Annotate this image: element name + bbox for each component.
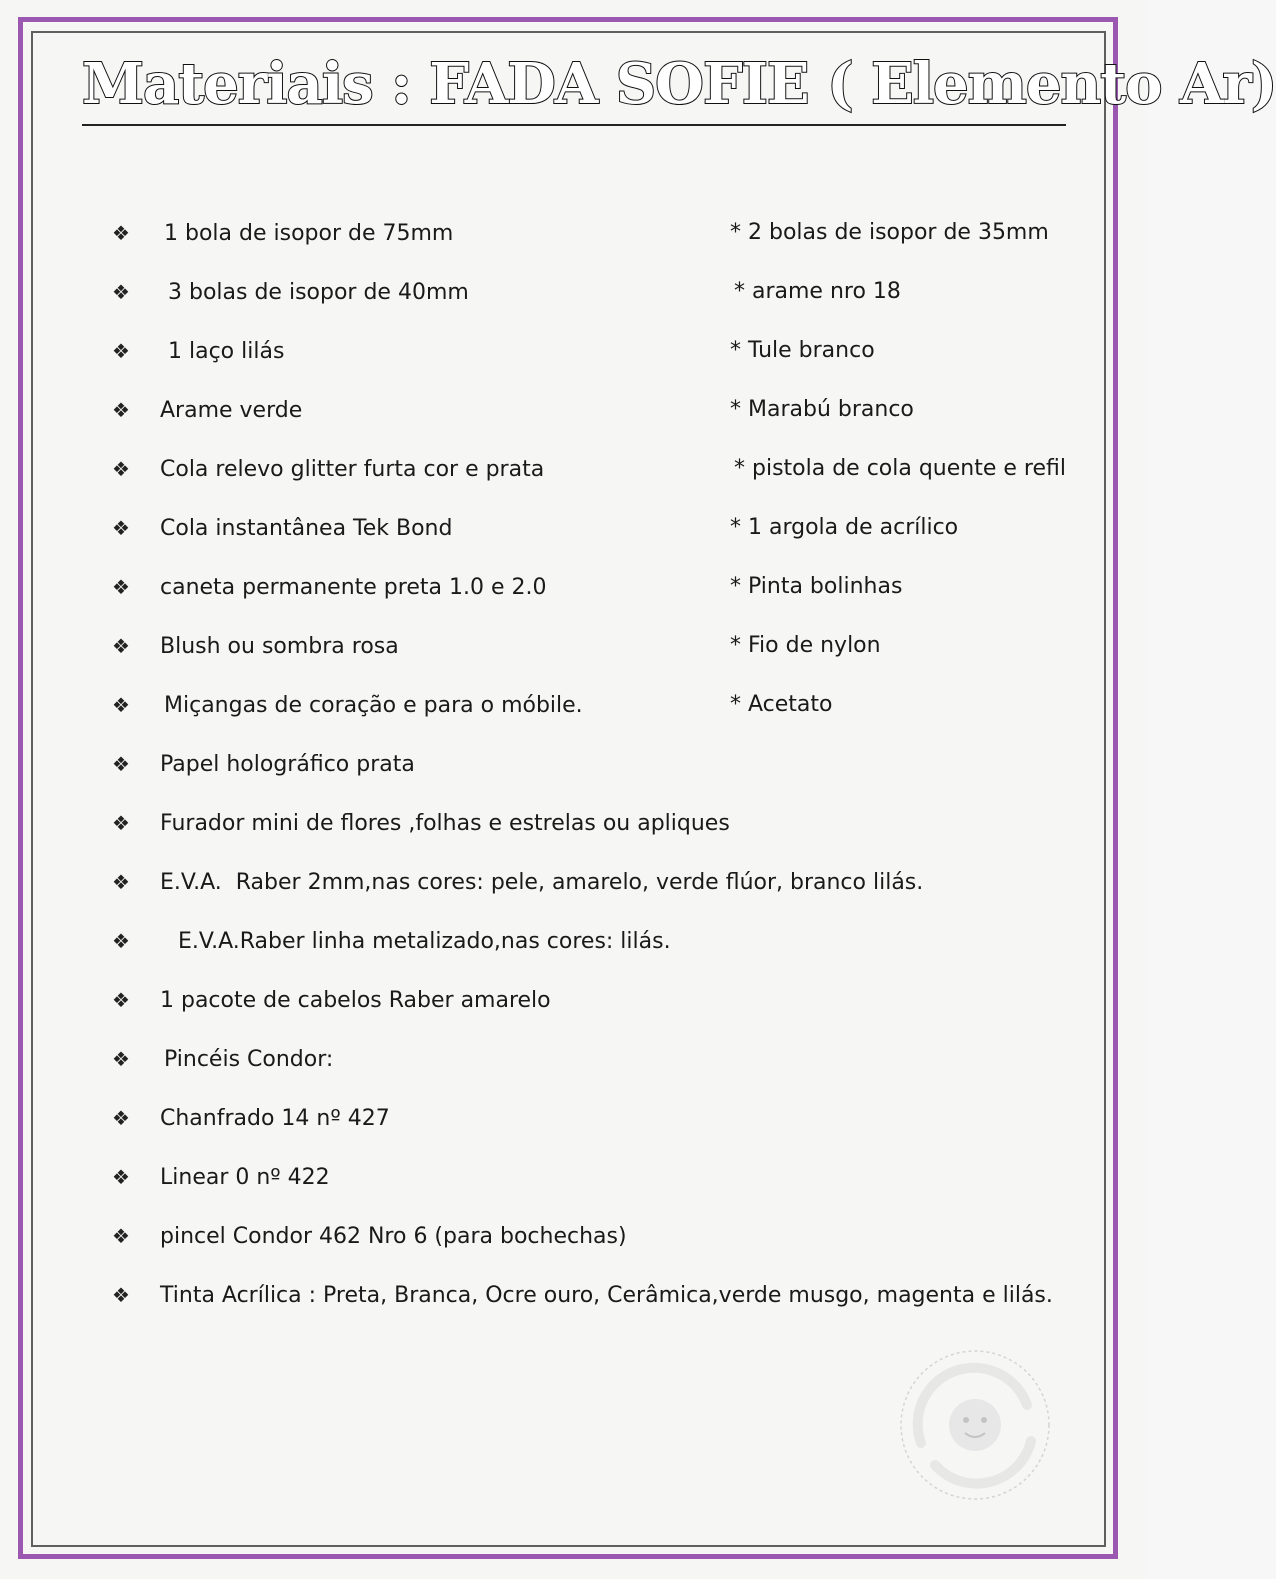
list-item-text: 1 bola de isopor de 75mm [164,221,454,246]
diamond-bullet-icon: ❖ [112,929,130,953]
list-item-text: Miçangas de coração e para o móbile. [164,693,583,718]
diamond-bullet-icon: ❖ [112,811,130,835]
diamond-bullet-icon: ❖ [112,280,130,304]
list-item-text: * Marabú branco [730,397,914,422]
diamond-bullet-icon: ❖ [112,339,130,363]
list-item-text: Furador mini de flores ,folhas e estrelas ou apliques [160,811,730,836]
diamond-bullet-icon: ❖ [112,693,130,717]
list-item-text: Blush ou sombra rosa [160,634,399,659]
list-item [730,328,1080,387]
list-item-text: 1 pacote de cabelos Raber amarelo [160,988,551,1013]
list-item [112,1272,1052,1331]
diamond-bullet-icon: ❖ [112,1165,130,1189]
title-underline [82,124,1066,126]
list-item-text: * 2 bolas de isopor de 35mm [730,220,1049,245]
list-item-text: * pistola de cola quente e refil [734,456,1066,481]
list-item-text: Tinta Acrílica : Preta, Branca, Ocre ouro, Cerâmica,verde musgo, magenta e lilás. [160,1283,1053,1308]
diamond-bullet-icon: ❖ [112,870,130,894]
list-item-text: E.V.A.Raber linha metalizado,nas cores: lilás. [178,929,671,954]
list-item [112,1154,1052,1213]
diamond-bullet-icon: ❖ [112,1106,130,1130]
list-item-text: * Acetato [730,692,833,717]
list-item [730,564,1080,623]
list-item [730,387,1080,446]
diamond-bullet-icon: ❖ [112,1283,130,1307]
diamond-bullet-icon: ❖ [112,1224,130,1248]
diamond-bullet-icon: ❖ [112,398,130,422]
list-item [730,210,1080,269]
list-item [730,623,1080,682]
page-title: Materiais : FADA SOFIE ( Elemento Ar) [82,51,1276,117]
diamond-bullet-icon: ❖ [112,516,130,540]
list-item [730,446,1080,505]
list-item-text: * Fio de nylon [730,633,881,658]
list-item [112,800,1052,859]
list-item-text: * arame nro 18 [734,279,901,304]
atelier-stamp-logo [895,1345,1055,1505]
list-item-text: Papel holográfico prata [160,752,415,777]
list-item-text: Pincéis Condor: [164,1047,334,1072]
list-item-text: E.V.A. Raber 2mm,nas cores: pele, amarelo, verde flúor, branco lilás. [160,870,924,895]
diamond-bullet-icon: ❖ [112,988,130,1012]
diamond-bullet-icon: ❖ [112,221,130,245]
list-item [730,505,1080,564]
diamond-bullet-icon: ❖ [112,752,130,776]
list-item-text: 1 laço lilás [168,339,285,364]
list-item [730,269,1080,328]
list-item-text: * Tule branco [730,338,875,363]
list-item [112,1095,1052,1154]
list-item-text: Chanfrado 14 nº 427 [160,1106,390,1131]
list-item [112,1213,1052,1272]
materials-list-right [730,210,1080,741]
diamond-bullet-icon: ❖ [112,634,130,658]
diamond-bullet-icon: ❖ [112,457,130,481]
list-item-text: Cola instantânea Tek Bond [160,516,453,541]
diamond-bullet-icon: ❖ [112,1047,130,1071]
diamond-bullet-icon: ❖ [112,575,130,599]
list-item-text: Arame verde [160,398,303,423]
list-item-text: Cola relevo glitter furta cor e prata [160,457,545,482]
list-item-text: pincel Condor 462 Nro 6 (para bochechas) [160,1224,627,1249]
list-item [730,682,1080,741]
list-item [112,977,1052,1036]
list-item [112,918,1052,977]
list-item-text: 3 bolas de isopor de 40mm [168,280,469,305]
list-item-text: Linear 0 nº 422 [160,1165,330,1190]
list-item [112,741,1052,800]
list-item [112,859,1052,918]
list-item [112,1036,1052,1095]
list-item-text: * Pinta bolinhas [730,574,903,599]
list-item-text: caneta permanente preta 1.0 e 2.0 [160,575,547,600]
list-item-text: * 1 argola de acrílico [730,515,959,540]
